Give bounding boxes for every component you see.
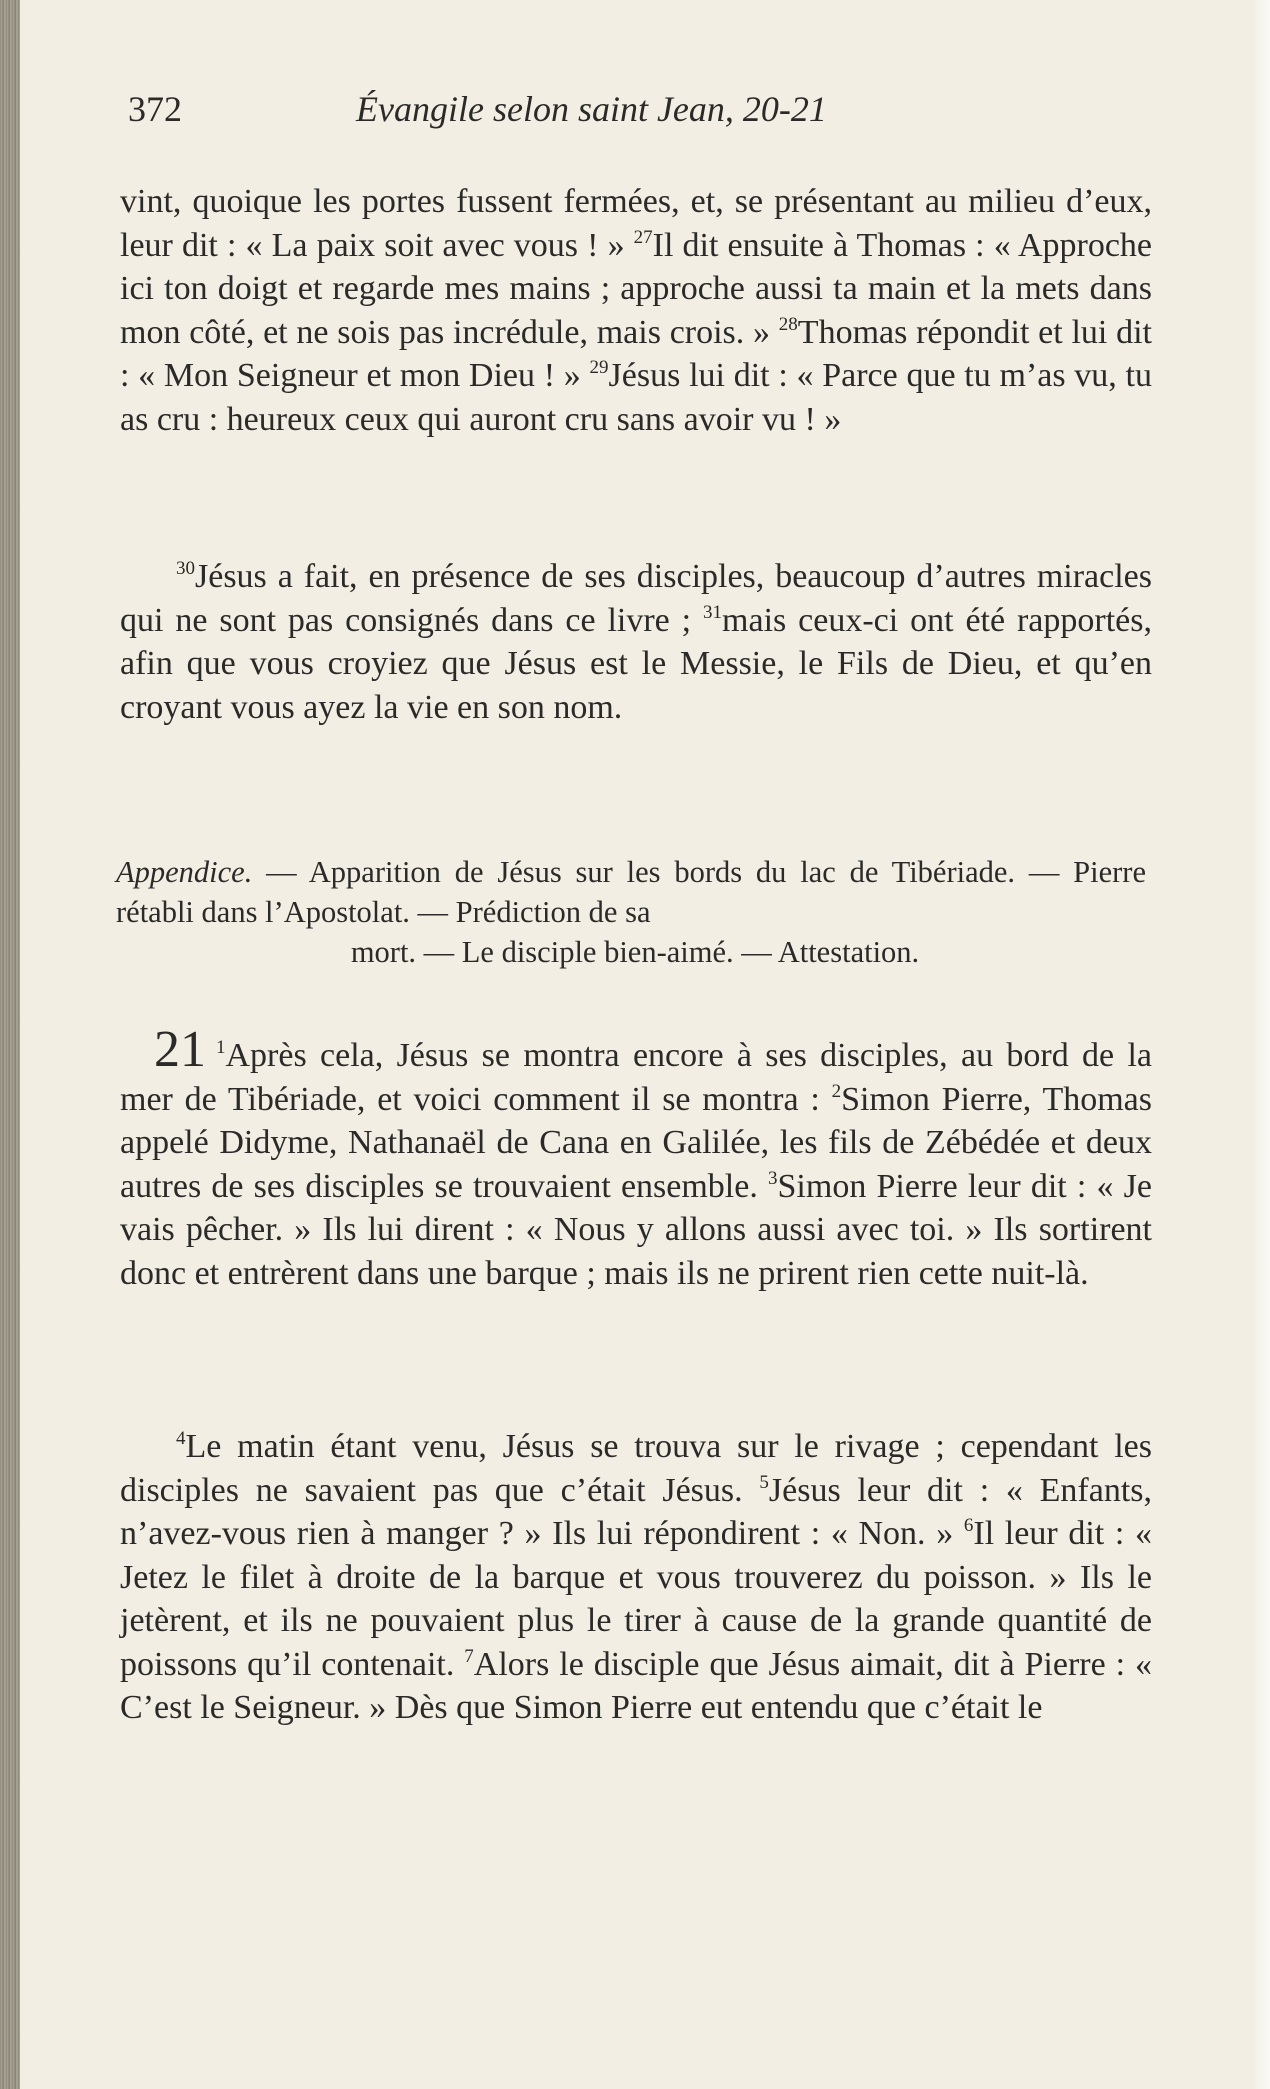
- page-right-margin: [1255, 0, 1270, 2089]
- verse-number: 28: [778, 313, 798, 335]
- verse-text: Jésus lui dit : « Parce que tu m’as vu, tu as cru : heureux ceux qui auront cru sans avoir vu ! »: [120, 357, 1152, 438]
- verse-number: 2: [831, 1080, 842, 1102]
- paragraph-verses-30-31: [120, 555, 1152, 729]
- appendix-label: Appendice.: [116, 855, 253, 889]
- verse-text: Il leur dit : « Jetez le filet à droite de la barque et vous trouverez du poisson. » Ils le jetèrent, et ils ne pouvaient plus le tirer à cause de la grande quantité de poissons qu’il contenait.: [120, 1515, 1152, 1683]
- chapter-number: 21: [154, 1021, 206, 1078]
- verse-text: Le matin étant venu, Jésus se trouva sur le rivage ; cependant les disciples ne savaient pas que c’était Jésus.: [120, 1428, 1152, 1509]
- verse-text: mais ceux-ci ont été rapportés, afin que vous croyiez que Jésus est le Messie, le Fils de Dieu, et qu’en croyant vous ayez la vie en son nom.: [120, 601, 1152, 726]
- verse-text: Simon Pierre leur dit : « Je vais pêcher. » Ils lui dirent : « Nous y allons aussi avec toi. » Ils sortirent donc et entrèrent dans une barque ; mais ils ne prirent rien cette nuit-là.: [120, 1167, 1152, 1292]
- verse-number: 7: [464, 1645, 474, 1667]
- verse-text: Après cela, Jésus se montra encore à ses disciples, au bord de la mer de Tibériade, et voici comment il se montra :: [120, 1037, 1152, 1118]
- appendix-text: — Apparition de Jésus sur les bords du lac de Tibériade. — Pierre rétabli dans l’Apostolat. — Prédiction de sa: [116, 855, 1146, 929]
- verse-text: Alors le disciple que Jésus aimait, dit à Pierre : « C’est le Seigneur. » Dès que Simon Pierre eut entendu que c’était le: [120, 1645, 1153, 1726]
- running-head: [128, 88, 948, 138]
- book-page-edges: [0, 0, 20, 2089]
- verse-text: Thomas répondit et lui dit : « Mon Seigneur et mon Dieu ! »: [120, 313, 1152, 394]
- verse-number: 29: [589, 357, 609, 378]
- verse-number: 3: [768, 1167, 778, 1189]
- paragraph-verses-4-7: [120, 1425, 1152, 1730]
- page-number: 372: [128, 89, 182, 129]
- appendix-text-end: mort. — Le disciple bien-aimé. — Attestation.: [350, 935, 920, 969]
- verse-number: 5: [759, 1471, 769, 1493]
- verse-number: 6: [963, 1515, 974, 1536]
- verse-number: 30: [176, 558, 195, 579]
- verse-number: 1: [216, 1037, 226, 1058]
- verse-text: Jésus leur dit : « Enfants, n’avez-vous rien à manger ? » Ils lui répondirent : « Non. »: [120, 1471, 1153, 1552]
- verse-text: Simon Pierre, Thomas appelé Didyme, Nathanaël de Cana en Galilée, les fils de Zébédée et deux autres de ses disciples se trouvaient ensemble.: [120, 1080, 1152, 1205]
- chapter-21-opening: [120, 1021, 1152, 1295]
- verse-number: 31: [703, 601, 723, 623]
- verse-text: Jésus a fait, en présence de ses disciples, beaucoup d’autres miracles qui ne sont pas consignés dans ce livre ;: [120, 558, 1152, 639]
- verse-text: vint, quoique les portes fussent fermées, et, se présentant au milieu d’eux, leur dit : « La paix soit avec vous ! »: [120, 183, 1152, 264]
- verse-number: 4: [176, 1428, 186, 1449]
- verse-text: Il dit ensuite à Thomas : « Approche ici ton doigt et regarde mes mains ; approche aussi ta main et la mets dans mon côté, et ne sois pas incrédule, mais crois. »: [120, 226, 1152, 351]
- appendix-summary: [116, 852, 1146, 972]
- running-title: Évangile selon saint Jean, 20-21: [356, 89, 827, 129]
- verse-number: 27: [633, 226, 653, 248]
- paragraph-verses-26-29: [120, 180, 1152, 441]
